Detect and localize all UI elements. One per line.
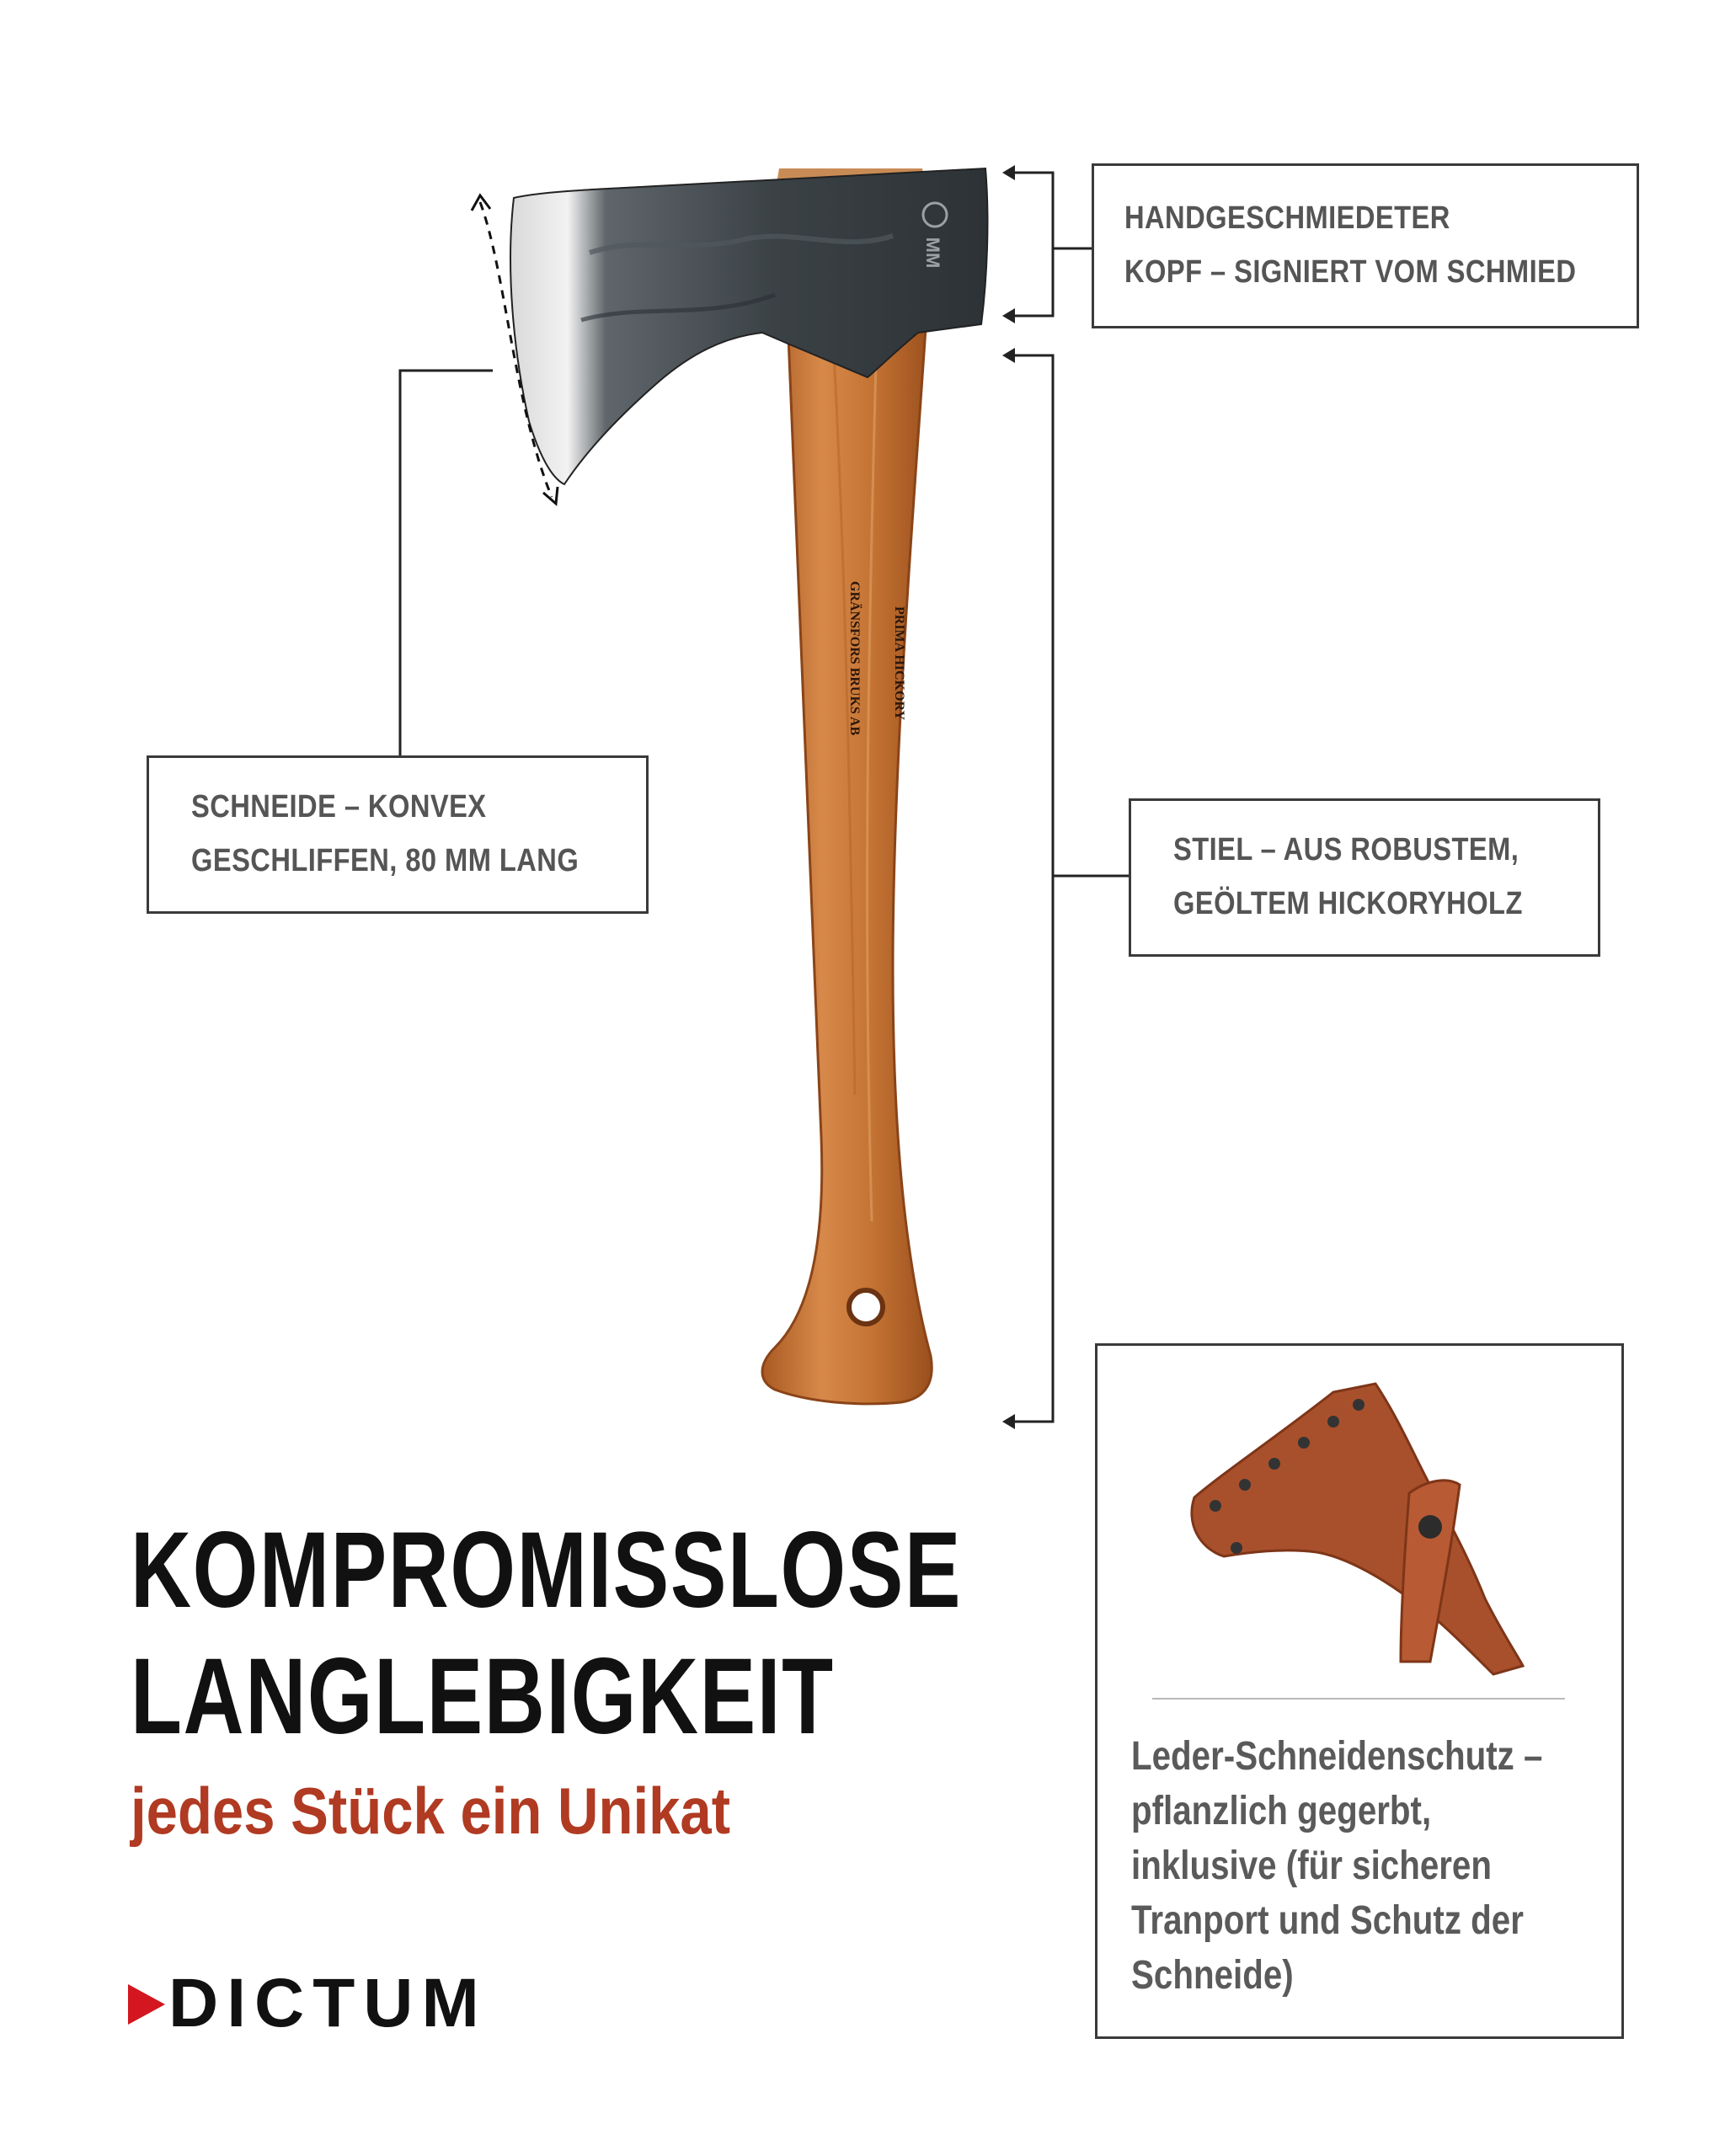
sheath-line5: Schneide)	[1131, 1953, 1294, 1998]
callout-handle-line2: GEÖLTEM HICKORYHOLZ	[1173, 886, 1523, 921]
sheath-line1: Leder-Schneidenschutz –	[1131, 1734, 1543, 1779]
handle-stamp-line1: PRIMA HICKORY	[892, 606, 906, 720]
leather-sheath-image	[1097, 1346, 1626, 1700]
sheath-description	[1131, 1729, 1603, 2003]
callout-edge-line1: SCHNEIDE – KONVEX	[191, 789, 487, 825]
callout-edge	[147, 755, 649, 914]
arrow-down-icon	[543, 487, 558, 504]
sheath-line2: pflanzlich gegerbt,	[1131, 1789, 1432, 1833]
callout-handle-line1: STIEL – AUS ROBUSTEM,	[1173, 832, 1519, 867]
arrow-left-icon	[1002, 308, 1015, 323]
edge-leader-line	[400, 371, 493, 755]
svg-text:MM: MM	[922, 237, 943, 269]
sheath-divider	[1152, 1698, 1565, 1700]
lanyard-hole-icon	[849, 1290, 883, 1324]
callout-head-line2: KOPF – SIGNIERT VOM SCHMIED	[1124, 254, 1577, 290]
brand-logo-text: DICTUM	[168, 1965, 488, 2041]
sheath-line4: Tranport und Schutz der	[1131, 1898, 1524, 1943]
headline	[131, 1508, 1196, 1760]
callout-head-line1: HANDGESCHMIEDETER	[1124, 200, 1450, 236]
headline-line2: LANGLEBIGKEIT	[131, 1636, 835, 1757]
arrow-left-icon	[1002, 1414, 1015, 1429]
handle-stamp-line2: GRÄNSFORS BRUKS AB	[847, 581, 862, 736]
arrow-left-icon	[1002, 165, 1015, 180]
brand-logo-mark-icon	[126, 1981, 167, 2028]
subline: jedes Stück ein Unikat	[131, 1774, 731, 1848]
sheath-info-box	[1095, 1343, 1624, 2039]
callout-head	[1092, 163, 1639, 328]
axe-handle	[762, 316, 932, 1404]
callout-edge-line2: GESCHLIFFEN, 80 MM LANG	[191, 843, 579, 878]
arrow-left-icon	[1002, 348, 1015, 363]
head-bracket	[1007, 173, 1092, 316]
callout-handle	[1129, 798, 1600, 957]
sheath-line3: inklusive (für sicheren	[1131, 1844, 1492, 1888]
headline-line1: KOMPROMISSLOSE	[131, 1510, 963, 1630]
handle-bracket	[1007, 355, 1129, 1422]
